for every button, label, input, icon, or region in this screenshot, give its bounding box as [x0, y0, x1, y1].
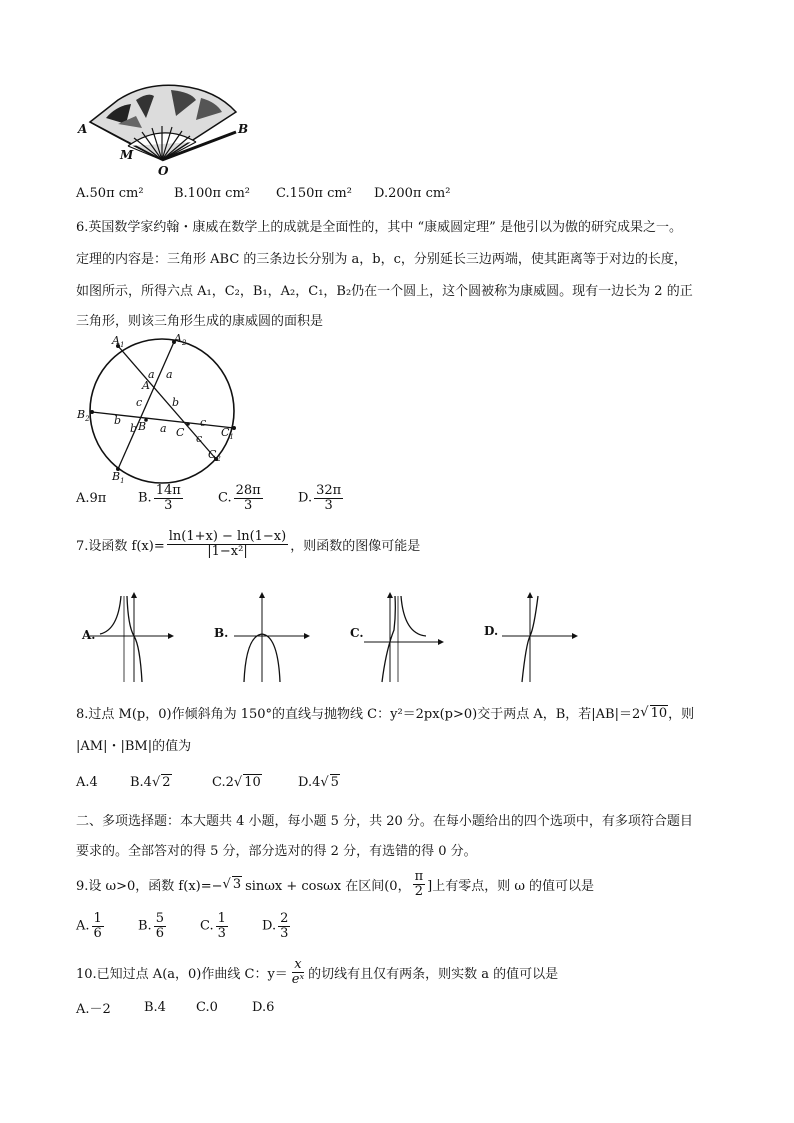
q8-option-a[interactable]: A.4: [76, 774, 98, 790]
q10-option-a[interactable]: A.－2: [76, 1002, 111, 1017]
q6-option-c-frac: [234, 484, 263, 512]
svg-text:B2: $B_2$: [77, 408, 90, 423]
q8-option-d-coef: D.4: [298, 775, 321, 790]
q9-options: [76, 912, 292, 940]
svg-text:A: A: [142, 379, 150, 392]
q6-option-d-frac: [314, 484, 343, 512]
q6-option-c[interactable]: [218, 484, 298, 512]
q10-option-c[interactable]: C.0: [196, 1000, 218, 1015]
q8-option-d-radical: [320, 775, 328, 790]
q6-option-b-num: 14π: [155, 483, 181, 498]
q8-option-d-radicand: 5: [330, 775, 339, 790]
q8-option-b-radical: [152, 775, 160, 790]
q7-graph-c-label: C.: [350, 626, 364, 640]
q7-stem: [76, 530, 420, 558]
q7-fraction: [167, 530, 289, 558]
q6-option-c-prefix: C.: [218, 490, 232, 506]
q9-suffix: ]上有零点，则 ω 的值可以是: [427, 878, 595, 894]
q6-option-b-den: 3: [164, 497, 173, 513]
svg-text:b: b: [114, 414, 122, 427]
svg-text:A1: $A_1$: [112, 334, 125, 349]
q7-graph-b[interactable]: [212, 590, 312, 686]
q8-option-b-coef: B.4: [130, 775, 152, 790]
q8-options: [76, 774, 340, 790]
q5-options: [76, 186, 450, 201]
q9-option-d-den: 3: [280, 925, 289, 941]
q8-option-b[interactable]: [130, 774, 212, 790]
q9-option-b-den: 6: [155, 925, 164, 941]
fan-label-b: B: [238, 122, 249, 136]
q7-graph-d[interactable]: [480, 590, 580, 686]
q9-interval-den: 2: [414, 883, 423, 899]
section2-line-2: 要求的。全部答对的得 5 分，部分选对的得 2 分，有选错的得 0 分。: [76, 844, 477, 859]
q10-den: eˣ: [291, 971, 305, 987]
q6-option-d[interactable]: [298, 484, 345, 512]
q7-graph-d-label: D.: [484, 624, 499, 638]
q9-option-b-frac: [154, 912, 166, 940]
q9-option-c-den: 3: [217, 925, 226, 941]
svg-text:a: a: [160, 422, 167, 435]
q8-option-b-radicand: 2: [162, 775, 171, 790]
q9-middle: sinωx + cosωx 在区间(0，: [245, 878, 411, 894]
q9-interval-frac: [413, 870, 426, 898]
q7-denominator: |1−x²|: [207, 543, 248, 559]
q6-option-b-frac: [154, 484, 183, 512]
q6-option-d-den: 3: [324, 497, 333, 513]
q6-line-3: 如图所示，所得六点 A₁，C₂，B₁，A₂，C₁，B₂仍在一个圆上，这个圆被称为康威圆。现有一边长为 2 的正: [76, 284, 693, 299]
q8-option-c-coef: C.2: [212, 775, 234, 790]
q5-option-a[interactable]: A.50π cm²: [76, 186, 144, 201]
q7-suffix: ，则函数的图像可能是: [290, 538, 421, 554]
q10-options: [76, 998, 274, 1017]
q9-option-a-prefix: A.: [76, 918, 90, 934]
conway-circle-figure: [76, 332, 246, 485]
q6-option-a[interactable]: A.9π: [76, 490, 107, 506]
q9-prefix: 9.设 ω>0，函数 f(x)=−: [76, 878, 223, 894]
q10-prefix: 10.已知过点 A(a，0)作曲线 C：y＝: [76, 966, 288, 982]
q5-option-d[interactable]: D.200π cm²: [374, 186, 451, 201]
q9-radical: [223, 877, 231, 892]
q10-stem: [76, 958, 558, 986]
q9-option-a-frac: [92, 912, 104, 940]
q8-line-1-end: ，则: [668, 707, 695, 722]
q9-stem: [76, 870, 594, 898]
q9-option-b-prefix: B.: [138, 918, 152, 934]
q9-option-d[interactable]: [262, 912, 292, 940]
svg-text:c: c: [200, 416, 207, 429]
fan-label-o: O: [158, 164, 169, 178]
svg-text:b: b: [172, 396, 180, 409]
q9-option-b-num: 5: [155, 911, 164, 926]
q8-option-d[interactable]: [298, 774, 340, 790]
q7-graph-b-label: B.: [214, 626, 229, 640]
q8-option-c-radical: [234, 775, 242, 790]
q8-line-2: |AM|・|BM|的值为: [76, 739, 192, 754]
svg-text:B: B: [138, 420, 147, 433]
q9-option-c-frac: [216, 912, 228, 940]
q6-option-d-prefix: D.: [298, 490, 313, 506]
q7-numerator: ln(1+x) − ln(1−x): [168, 529, 287, 544]
q6-line-4: 三角形，则该三角形生成的康威圆的面积是: [76, 314, 324, 329]
q8-option-c-radicand: 10: [244, 775, 261, 790]
q5-option-c[interactable]: C.150π cm²: [276, 186, 352, 201]
q7-graph-a-label: A.: [82, 628, 96, 642]
q10-suffix: 的切线有且仅有两条，则实数 a 的值可以是: [308, 966, 559, 982]
q9-option-c-num: 1: [217, 911, 226, 926]
q8-line-1-radicand: 10: [650, 705, 668, 721]
q6-option-c-den: 3: [244, 497, 253, 513]
q10-num: x: [294, 957, 302, 972]
q7-graph-a[interactable]: [76, 590, 176, 686]
q8-line-1: [76, 703, 694, 722]
svg-text:C: C: [176, 426, 185, 439]
q10-option-d[interactable]: D.6: [252, 1000, 275, 1015]
q8-line-1-text: 8.过点 M(p，0)作倾斜角为 150°的直线与抛物线 C：y²＝2px(p>0)交于两点 A，B，若|AB|＝2: [76, 707, 641, 722]
svg-text:A2: $A_2$: [174, 332, 187, 347]
q9-option-b[interactable]: [138, 912, 200, 940]
fan-figure: [76, 76, 266, 180]
q7-prefix: 7.设函数 f(x)=: [76, 538, 165, 554]
q9-option-d-num: 2: [280, 911, 289, 926]
q6-option-d-num: 32π: [316, 483, 342, 498]
svg-text:b: b: [130, 422, 138, 435]
q10-frac: [290, 958, 306, 986]
q9-option-d-frac: [278, 912, 290, 940]
q6-line-1: 6.英国数学家约翰・康威在数学上的成就是全面性的，其中 “康威圆定理” 是他引以为傲的研究成果之一。: [76, 220, 682, 235]
q8-line-1-radical: [640, 705, 648, 720]
q10-option-b[interactable]: B.4: [144, 1000, 166, 1015]
q6-line-2: 定理的内容是：三角形 ABC 的三条边长分别为 a，b，c，分别延长三边两端，使其距离等于对边的长度，: [76, 252, 687, 267]
q9-option-a-num: 1: [93, 911, 102, 926]
q9-radicand: 3: [232, 877, 242, 893]
q8-option-c[interactable]: [212, 774, 298, 790]
q9-interval-num: π: [414, 869, 424, 884]
section2-line-1: 二、多项选择题：本大题共 4 小题，每小题 5 分，共 20 分。在每小题给出的四个选项中，有多项符合题目: [76, 814, 693, 829]
q9-option-d-prefix: D.: [262, 918, 277, 934]
q6-options: [76, 484, 345, 512]
svg-text:C2: $C_2$: [208, 448, 221, 463]
q9-option-c-prefix: C.: [200, 918, 214, 934]
svg-text:c: c: [196, 432, 203, 445]
q7-graph-c[interactable]: [346, 590, 446, 686]
svg-text:a: a: [166, 368, 173, 381]
q6-option-b-prefix: B.: [138, 490, 152, 506]
svg-text:B1: $B_1$: [112, 470, 125, 485]
svg-text:a: a: [148, 368, 155, 381]
fan-label-a: A: [78, 122, 88, 136]
q6-option-c-num: 28π: [235, 483, 261, 498]
q9-option-a[interactable]: [76, 912, 138, 940]
q9-option-a-den: 6: [93, 925, 102, 941]
svg-text:c: c: [136, 396, 143, 409]
q5-option-b[interactable]: B.100π cm²: [174, 186, 250, 201]
q9-option-c[interactable]: [200, 912, 262, 940]
svg-text:C1: $C_1$: [221, 426, 234, 441]
q6-option-b[interactable]: [138, 484, 218, 512]
fan-label-m: M: [120, 148, 134, 162]
